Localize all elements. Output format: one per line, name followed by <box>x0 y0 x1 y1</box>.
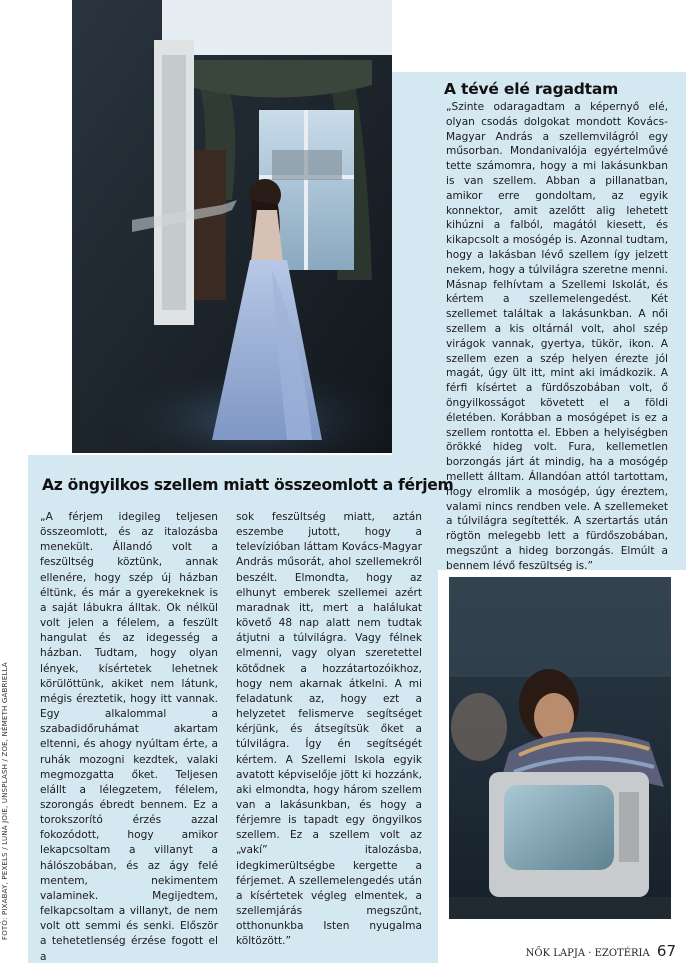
photo-credit: FOTÓ: PIXABAY, PEXELS / LUNA JOIE, UNSPLASH / ZOE, NÉMETH GABRIELLA <box>1 662 9 940</box>
page-footer <box>526 942 676 960</box>
section-name: · EZOTÉRIA <box>588 948 650 959</box>
main-article-column-1: „A férjem idegileg teljesen összeomlott, és az italozásba menekült. Állandó volt a feszültség köztünk, annak ellenére, hogy szép új házban éltünk, és már a gyerekeknek is a saját lábukra álltak. Ok nélkül volt jelen a félelem, a feszült hangulat és az idegesség a házban. Tudtam, hogy olyan lények, kísértetek lehetnek körülöttünk, akiket nem látunk, mégis éreztetik, hogy itt vannak. Egy alkalommal a szabadidőruhámat akartam eltenni, és ahogy nyúltam érte, a ruhák mozogni kezdtek, valaki megmozgatta őket. Teljesen elállt a lélegzetem, félelem, szorongás ébredt bennem. Ez a torokszorító érzés azzal fokozódott, hogy amikor lekapcsoltam a villanyt a hálószobában, és az ágy felé mentem, nekimentem valaminek. Megijedtem, felkapcsoltam a villanyt, de nem volt ott semmi és senki. Először a tehetetlenség érzése fogott el a <box>40 511 218 963</box>
main-article-column-2: sok feszültség miatt, aztán eszembe jutott, hogy a televízióban láttam Kovács-Magyar András műsorát, ahol szellemekről beszélt. Elmondta, hogy az elhunyt emberek szellemei azért maradnak itt, mert a halálukat követő 48 nap alatt nem tudtak átjutni a túlvilágra. Vagy félnek elmenni, vagy olyan szeretettel kötődnek a hozzátartozóikhoz, hogy nem akarnak átkelni. A mi feladatunk az, hogy ezt a helyzetet felismerve segítséget kérjünk, és átsegítsük őket a túlvilágra. Így én segítségét kértem. A Szellemi Iskola egyik avatott képviselője jött ki hozzánk, aki elmondta, hogy három szellem van a lakásunkban, és hogy a férjemre is tapadt egy öngyilkos szellem. Ez a szellem volt az „vakí” italozásba, idegkimerültségbe kergette a férjemet. A szellemelengedés után a kísértetek végleg elmentek, a szellemjárás megszűnt, otthonunkba Isten nyugalma költözött.” <box>236 511 422 948</box>
photo-woman-tv <box>449 577 671 919</box>
photo-woman-ghost <box>72 0 392 453</box>
photo-woman-ghost-image <box>72 0 392 453</box>
magazine-name: NŐK LAPJA <box>525 948 586 959</box>
main-article-title: Az öngyilkos szellem miatt összeomlott a férjem <box>42 476 454 494</box>
page-number: 67 <box>656 942 676 960</box>
photo-woman-tv-image <box>449 577 671 919</box>
side-article-body: „Szinte odaragadtam a képernyő elé, olyan csodás dolgokat mondott Kovács-Magyar András a szellemvilágról egy műsorban. Mondanivalója egyértelművé tette számomra, hogy a mi lakásunkban is van szellem. Abban a pillanatban, amikor erre gondoltam, az egyik konnektor, amit azelőtt alig lehetett kihúzni a falból, magától kiesett, és kikapcsolt a mosógép is. Azonnal tudtam, hogy a lakásban lévő szellem így jelzett nekem, hogy a túlvilágra szeretne menni. Másnap felhívtam a Szellemi Iskolát, és kértem a szellemelengedést. Két szellemet találtak a lakásunkban. A női szellem a kis oltárnál volt, ahol szép virágok vannak, gyertya, tükör, ikon. A szellem ezen a szép helyen érezte jól magát, úgy ült itt, mint aki imádkozik. A férfi kísértet a fürdőszobában volt, ő öngyilkosságot követett el a földi életében. Korábban a mosógépet is ez a szellem rontotta el. Ebben a helyiségben örökké hideg volt. Fura, kellemetlen borzongás járt át mindig, ha a mosógép mellett álltam. Állandóan attól tartottam, hogy elromlik a mosógép, úgy éreztem, valami nincs rendben vele. A szellemeket a túlvilágra segítették. A szertartás után rögtön melegebb lett a fürdőszobában, megszűnt a hideg borzongás. Elmúlt a bennem lévő feszültség is.” <box>446 101 668 572</box>
side-article-title: A tévé elé ragadtam <box>444 80 619 98</box>
